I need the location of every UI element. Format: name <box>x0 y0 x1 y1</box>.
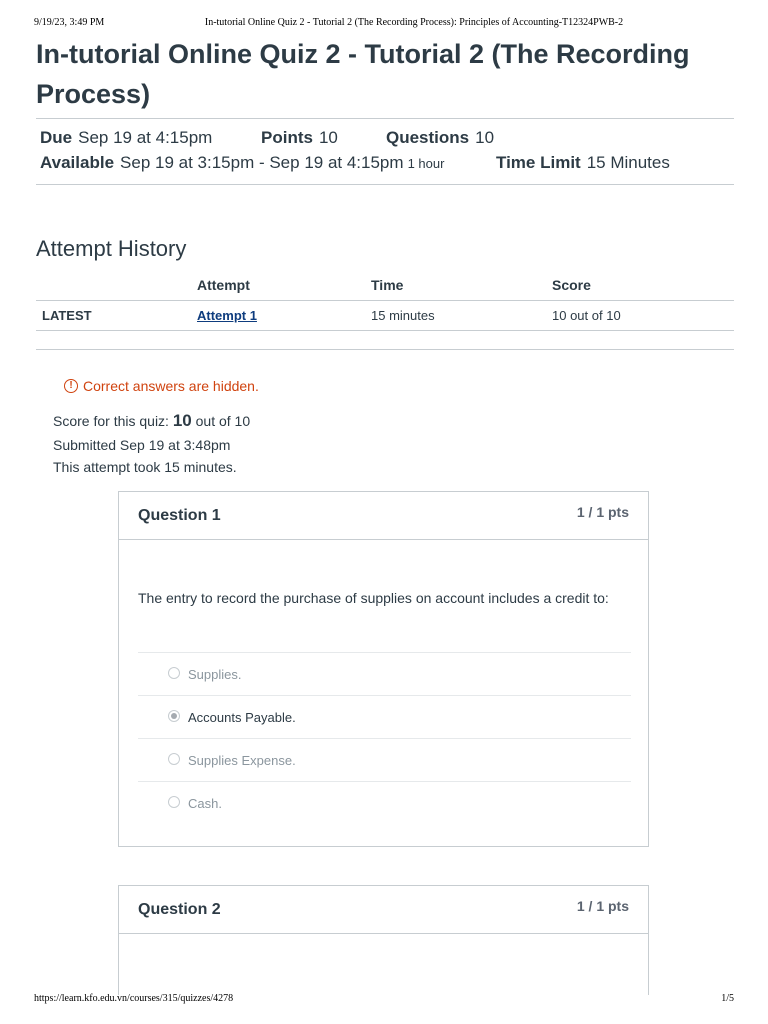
column-header-time: Time <box>371 270 552 301</box>
question-points: 1 / 1 pts <box>576 504 629 520</box>
answer-option[interactable] <box>138 738 631 781</box>
answer-label: Supplies Expense. <box>188 753 296 768</box>
quiz-details-row-2 <box>40 153 740 175</box>
points-detail <box>261 128 338 148</box>
question-card <box>118 885 649 995</box>
answer-option[interactable] <box>138 781 631 824</box>
attempt-history-table <box>36 270 734 331</box>
answer-label: Accounts Payable. <box>188 710 296 725</box>
available-detail <box>40 153 444 173</box>
latest-label: LATEST <box>36 301 197 331</box>
due-value: Sep 19 at 4:15pm <box>78 128 213 147</box>
questions-value: 10 <box>475 128 495 147</box>
question-title: Question 1 <box>138 507 221 524</box>
print-footer <box>34 993 734 1009</box>
page-title: In-tutorial Online Quiz 2 - Tutorial 2 (The Recording Process) <box>36 39 690 109</box>
question-header <box>119 886 648 934</box>
answer-label: Cash. <box>188 796 222 811</box>
print-doc-title: In-tutorial Online Quiz 2 - Tutorial 2 (The Recording Process): Principles of Accounting-T12324PWB-2 <box>204 17 624 28</box>
divider <box>36 118 734 119</box>
answer-list <box>138 652 631 824</box>
attempt-score: 10 out of 10 <box>552 301 734 331</box>
radio-button-icon[interactable] <box>168 753 180 765</box>
divider <box>36 349 734 350</box>
answer-option-selected[interactable] <box>138 695 631 738</box>
print-datetime: 9/19/23, 3:49 PM <box>34 17 105 28</box>
print-page-number: 1/5 <box>721 993 734 1004</box>
question-title: Question 2 <box>138 901 221 918</box>
available-duration: 1 hour <box>407 156 445 171</box>
radio-button-selected-icon[interactable] <box>168 710 180 722</box>
available-value: Sep 19 at 3:15pm - Sep 19 at 4:15pm <box>120 153 404 172</box>
answer-option[interactable] <box>138 652 631 695</box>
question-card <box>118 491 649 847</box>
time-limit-value: 15 Minutes <box>586 153 670 172</box>
attempt-link[interactable]: Attempt 1 <box>197 308 257 323</box>
radio-button-icon[interactable] <box>168 667 180 679</box>
time-limit-label: Time Limit <box>496 153 581 172</box>
answers-hidden-notice <box>64 378 259 394</box>
radio-button-icon[interactable] <box>168 796 180 808</box>
table-row <box>36 301 734 331</box>
answer-label: Supplies. <box>188 667 242 682</box>
quiz-details-row-1 <box>40 128 740 150</box>
score-suffix: out of 10 <box>195 413 251 429</box>
attempt-history-title: Attempt History <box>36 236 187 261</box>
column-header <box>36 270 197 301</box>
attempt-time: 15 minutes <box>371 301 552 331</box>
score-value: 10 <box>172 411 192 430</box>
exclamation-circle-icon: ! <box>64 379 78 393</box>
questions-detail <box>386 128 494 148</box>
column-header-attempt: Attempt <box>197 270 371 301</box>
divider <box>36 184 734 185</box>
available-label: Available <box>40 153 115 172</box>
due-label: Due <box>40 128 73 147</box>
question-points: 1 / 1 pts <box>576 898 629 914</box>
due-detail <box>40 128 212 148</box>
print-url: https://learn.kfo.edu.vn/courses/315/quizzes/4278 <box>34 993 234 1004</box>
submitted-time: Submitted Sep 19 at 3:48pm <box>53 437 231 453</box>
table-header-row <box>36 270 734 301</box>
column-header-score: Score <box>552 270 734 301</box>
time-limit-detail <box>496 153 670 173</box>
points-value: 10 <box>318 128 338 147</box>
attempt-duration: This attempt took 15 minutes. <box>53 459 237 475</box>
questions-label: Questions <box>386 128 470 147</box>
hidden-notice-text: Correct answers are hidden. <box>83 378 259 394</box>
question-text: The entry to record the purchase of supplies on account includes a credit to: <box>138 590 609 606</box>
question-header <box>119 492 648 540</box>
score-prefix: Score for this quiz: <box>53 413 169 429</box>
points-label: Points <box>261 128 313 147</box>
quiz-score <box>53 411 250 431</box>
print-header <box>34 15 734 31</box>
